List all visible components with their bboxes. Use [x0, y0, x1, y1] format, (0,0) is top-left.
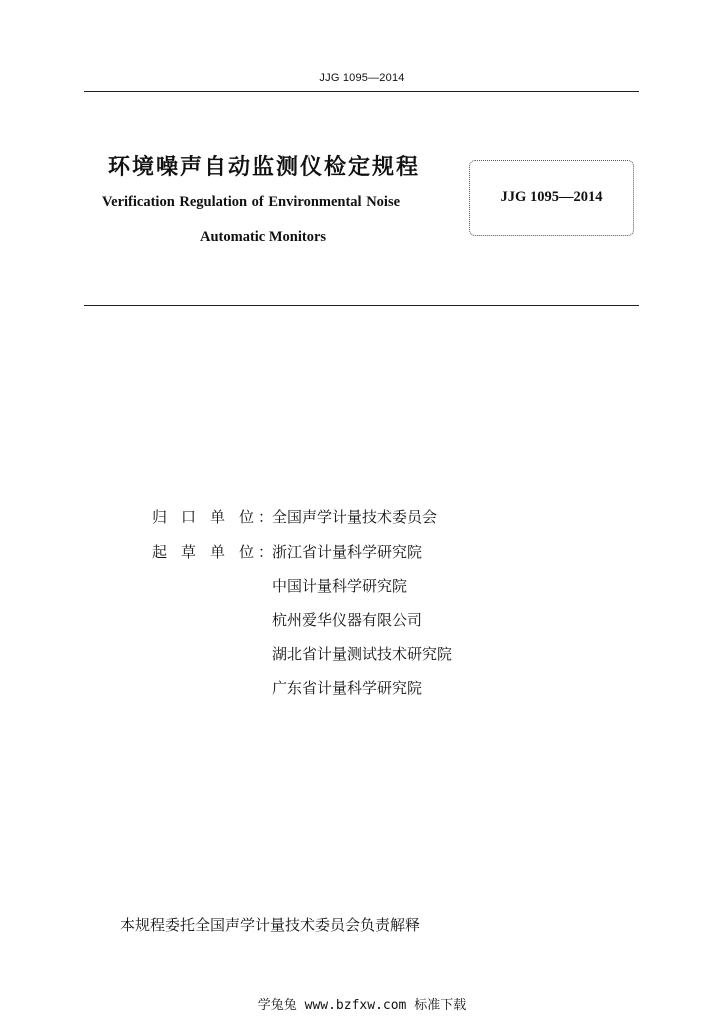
drafting-unit-item: 杭州爱华仪器有限公司 [272, 611, 423, 629]
label-separator: ： [258, 508, 274, 526]
drafting-unit-label [152, 541, 268, 562]
label-char: 位 [239, 508, 255, 526]
label-char: 起 [152, 543, 168, 561]
centralizing-unit-label [152, 506, 268, 527]
drafting-unit-item: 中国计量科学研究院 [272, 577, 408, 595]
label-separator: ： [258, 543, 274, 561]
running-head: JJG 1095—2014 [319, 72, 405, 84]
download-footer: 学兔兔 www.bzfxw.com 标准下载 [257, 998, 467, 1013]
label-char: 位 [239, 543, 255, 561]
standard-code: JJG 1095—2014 [500, 189, 603, 205]
drafting-unit-item: 湖北省计量测试技术研究院 [272, 645, 453, 663]
title-rule [84, 305, 639, 306]
label-char: 归 [152, 508, 168, 526]
label-char: 单 [210, 543, 226, 561]
label-char: 单 [210, 508, 226, 526]
label-char: 口 [181, 508, 197, 526]
title-english-line-2: Automatic Monitors [200, 229, 327, 245]
centralizing-unit-value: 全国声学计量技术委员会 [272, 508, 438, 526]
title-english-line-1: Verification Regulation of Environmental Noise [102, 194, 401, 210]
interpretation-note: 本规程委托全国声学计量技术委员会负责解释 [120, 916, 421, 934]
title-chinese: 环境噪声自动监测仪检定规程 [108, 155, 421, 180]
header-rule [84, 91, 639, 92]
drafting-unit-item: 浙江省计量科学研究院 [272, 543, 423, 561]
label-char: 草 [181, 543, 197, 561]
drafting-unit-item: 广东省计量科学研究院 [272, 679, 423, 697]
